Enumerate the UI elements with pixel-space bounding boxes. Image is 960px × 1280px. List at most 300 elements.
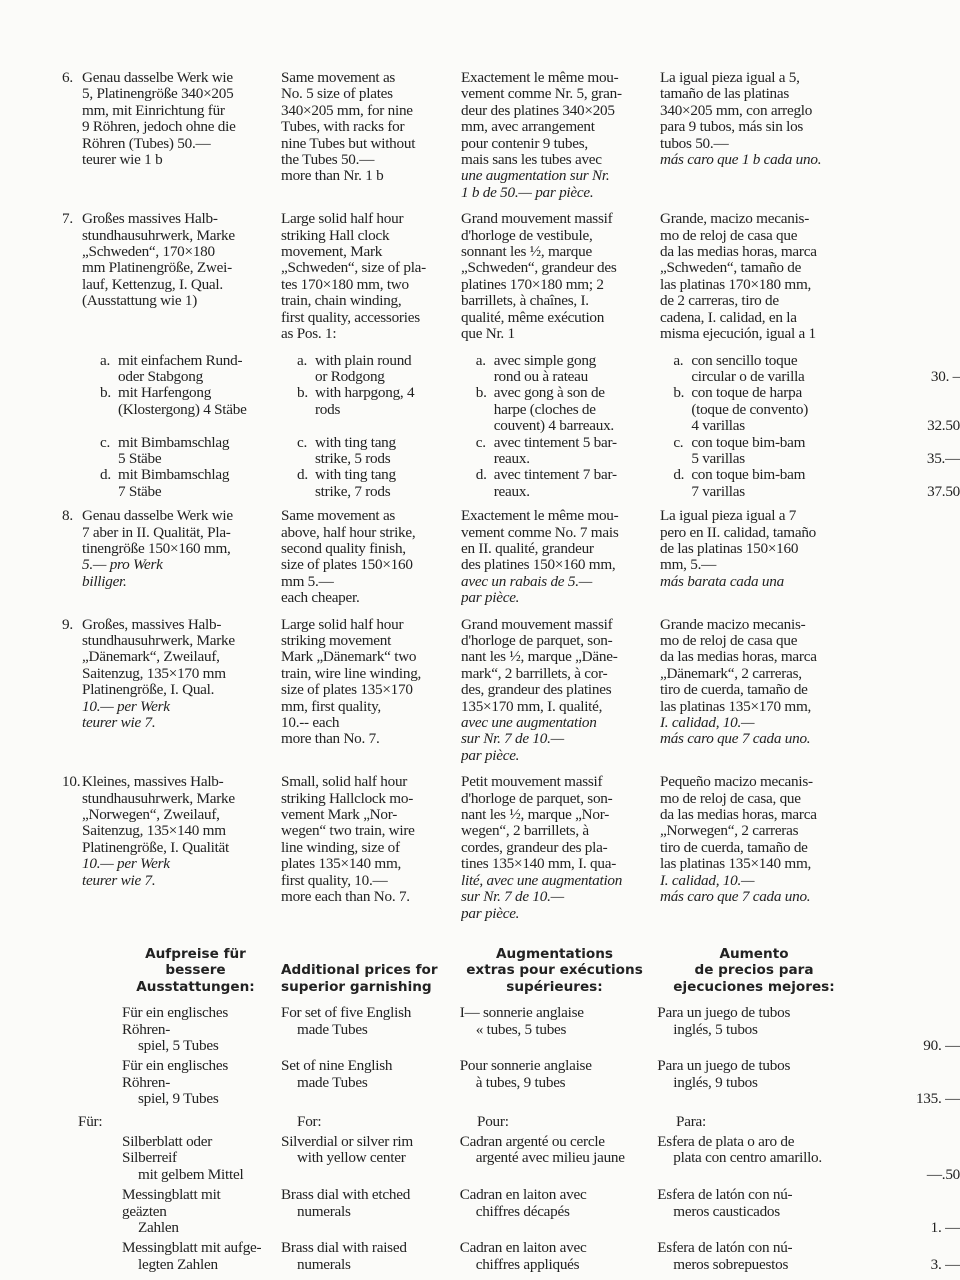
text-line: tines 135×140 mm, I. qua- [461,855,617,873]
french-text [461,508,660,606]
text-line: argenté avec milieu jaune [475,1149,625,1167]
text-line: barrillets, à chaînes, I. [461,292,589,310]
margin [0,70,62,201]
variant-a [0,353,960,386]
de-text [62,1134,281,1183]
text-line: Large solid half hour [281,211,404,228]
text-line: train, chain winding, [281,292,402,310]
text-line-content: „Schweden“, 170×180 [82,243,215,261]
text-line: sur Nr. 7 de 10.— [461,888,564,906]
variant-label: a. [100,352,111,369]
text-line: Same movement as [281,508,396,525]
text-line: par pièce. [461,904,520,922]
fr-text [460,1187,658,1236]
es-text [657,1005,856,1054]
text-line: size of plates 135×170 [281,681,413,699]
text-line [62,293,264,309]
english-text [281,211,461,342]
spanish-text [660,70,860,201]
text-line-content: 5.— pro Werk [82,556,163,574]
spanish-text [660,774,860,922]
heading-line: ejecuciones mejores: [673,978,835,995]
text-line: Brass dial with etched [281,1187,411,1204]
text-line [62,715,264,731]
text-line [62,152,264,168]
text-line: Silverdial or silver rim [281,1133,413,1150]
es-variant-text [657,467,856,500]
text-line [297,467,450,483]
text-line: más caro que 1 b cada uno. [660,151,822,169]
text-line: Exactement le même mou- [461,70,619,86]
text-line-content: 9 Röhren, jedoch ohne die [82,118,236,136]
text-line: Grand mouvement massif [461,211,613,228]
text-line [673,418,846,434]
text-line: mm, first quality, [281,697,381,715]
text-line-content: (Klostergong) 4 Stäbe [118,400,247,418]
text-line: Exactement le même mou- [461,508,619,525]
text-line: line winding, size of [281,838,400,856]
en-text [281,1134,460,1183]
text-line: nant les ½, marque „Däne- [461,648,618,666]
text-line: Pour sonnerie anglaise [459,1058,592,1075]
text-line: las platinas 170×180 mm, [660,275,812,293]
text-line [62,260,264,276]
text-line [297,385,450,401]
text-line-content: stundhausuhrwerk, Marke [82,632,235,649]
english-text [281,508,461,606]
text-line [673,451,846,467]
text-line-content: lauf, Kettenzug, I. Qual. [82,275,223,293]
variant-label: a. [673,352,684,369]
text-line [476,467,648,483]
price-column [856,353,960,386]
fr-variant-text [460,353,658,386]
german-text [62,70,281,201]
text-line: Para un juego de tubos [657,1058,791,1075]
for-label-es: Para: [676,1113,706,1130]
text-line: „Norwegen“, 2 carreras [660,822,799,840]
text-line: Tubes, with racks for [281,118,405,136]
price-column [856,467,960,500]
text-line-content: Saitenzug, 135×170 mm [82,664,226,682]
margin [0,467,62,500]
en-text [281,1187,460,1236]
text-line-content: with harpgong, 4 [315,385,415,402]
spacer [0,500,960,508]
text-line: da las medias horas, marca [660,806,817,824]
english-text [281,70,461,201]
heading-de [62,946,281,995]
text-line [100,402,264,418]
margin [0,508,62,606]
text-line-content: con toque de harpa [691,385,802,402]
text-line [62,508,264,524]
text-line [100,451,264,467]
heading-line: extras pour exécutions [466,962,643,979]
item-number: 7. [62,211,73,228]
text-line: las platinas 135×140 mm, [660,855,812,873]
text-line-content: con toque bim-bam [691,434,806,451]
text-line: Grande, macizo mecanis- [660,211,810,228]
margin [0,1114,62,1130]
text-line: à tubes, 9 tubes [475,1073,566,1091]
text-line: more than No. 7. [281,730,380,748]
item-7 [0,211,960,342]
text-line: Silberblatt oder Silberreif [122,1133,213,1167]
text-line: da las medias horas, marca [660,243,817,261]
heading-line: supérieures: [506,978,603,995]
text-line-content: stundhausuhrwerk, Marke [82,789,235,807]
text-line: vement comme Nr. 5, gran- [461,85,622,103]
heading-line: Aumento [719,945,789,962]
text-line [62,649,264,665]
text-line: Esfera de plata o aro de [657,1133,795,1150]
text-line: más caro que 7 cada uno. [660,730,811,748]
text-line-content: Platinengröße, I. Qual. [82,681,215,699]
text-line: para 9 tubos, más sin los [660,118,804,136]
text-line: Für ein englisches Röhren- [122,1005,229,1038]
en-variant-text [281,353,460,386]
text-line: más barata cada una [660,572,784,590]
fr-variant-text [460,467,658,500]
text-line: with yellow center [297,1149,406,1167]
text-line: Pequeño macizo mecanis- [660,774,813,791]
text-line-content: avec tintement 5 bar- [493,434,617,451]
item-6 [0,70,960,201]
text-line [62,774,264,790]
de-text [62,1240,281,1273]
item-10 [0,774,960,922]
text-line: cordes, grandeur des pla- [461,838,608,856]
text-line: inglés, 5 tubos [673,1020,758,1038]
text-line: qualité, même exécution [461,308,605,326]
text-line: da las medias horas, marca [660,648,817,666]
text-line: „Schweden“, grandeur des [461,259,617,277]
text-line-content: Genau dasselbe Werk wie [82,70,233,86]
text-line [297,435,450,451]
extras-headings [0,946,960,995]
text-line [62,211,264,227]
text-line [62,103,264,119]
text-line-content: tinengröße 150×160 mm, [82,539,231,557]
text-line-content: harpe (cloches de [493,400,596,418]
text-line-content: Saitenzug, 135×140 mm [82,822,226,840]
text-line: made Tubes [297,1020,368,1038]
text-line: numerals [297,1255,351,1273]
text-line: „Dänemark“, 2 carreras, [660,664,802,682]
text-line: nine Tubes but without [281,134,416,152]
text-line-content: reaux. [493,449,530,467]
text-line-content: 5 Stäbe [118,449,162,467]
text-line: que Nr. 1 [461,325,515,343]
en-variant-text [281,435,460,468]
text-line-content: avec simple gong [493,352,597,369]
text-line: des, grandeur des platines [461,681,612,699]
fr-variant-text [460,385,658,434]
text-line-content: or Rodgong [315,367,385,385]
text-line: spiel, 9 Tubes [138,1090,219,1108]
heading-es [660,946,860,995]
text-line: d'horloge de vestibule, [461,226,593,244]
variant-b [0,385,960,434]
text-line [62,666,264,682]
variant-label: c. [475,434,486,451]
fr-text [460,1240,658,1273]
text-line: Esfera de latón con nú- [657,1240,793,1257]
for-label-en: For: [297,1113,322,1130]
text-line-content: Röhren (Tubes) 50.— [82,134,211,152]
de-text [62,1058,281,1107]
text-line [62,244,264,260]
margin [0,774,62,922]
text-line: Small, solid half hour [281,774,408,791]
de-variant-text [62,435,281,468]
text-line: La igual pieza igual a 7 [660,508,797,525]
english-text [281,774,461,922]
text-line [62,525,264,541]
variant-label: c. [297,434,308,451]
text-line [62,574,264,590]
text-line: Brass dial with raised [281,1240,407,1257]
text-line: chiffres appliqués [475,1255,580,1273]
variant-label: b. [475,385,487,402]
text-line [62,873,264,889]
german-text [62,774,281,922]
text-line-content: mm, mit Einrichtung für [82,101,225,119]
text-line [297,369,450,385]
tubes-row [0,1005,960,1054]
text-line: first quality, accessories [281,308,420,326]
price: —.50 [926,1165,960,1183]
text-line: pero en II. calidad, tamaño [660,523,817,541]
en-variant-text [281,467,460,500]
text-line: the Tubes 50.— [281,151,375,169]
item-number: 8. [62,508,73,525]
text-line [62,119,264,135]
text-line: size of plates 150×160 [281,556,413,574]
text-line-content: 10.— per Werk [82,855,170,873]
text-line [62,633,264,649]
text-line: d'horloge de parquet, son- [461,789,613,807]
text-line [673,435,846,451]
text-line-content: teurer wie 7. [82,871,156,889]
fr-text [460,1005,658,1054]
item-9 [0,617,960,765]
text-line-content: 5 varillas [691,449,745,467]
text-line [100,484,264,500]
text-line [100,435,264,451]
text-line: mm, avec arrangement [461,118,595,136]
text-line: pour contenir 9 tubes, [461,134,588,152]
text-line [62,541,264,557]
text-line: tubos 50.— [660,134,729,152]
text-line-content: with plain round [315,352,412,369]
german-text [62,617,281,765]
de-variant-text [62,353,281,386]
text-line: striking movement [281,632,392,649]
text-line-content: reaux. [493,482,530,500]
dials-row [0,1134,960,1183]
price-column [856,1240,960,1273]
text-line [62,791,264,807]
english-text [281,617,461,765]
text-line: 340×205 mm, for nine [281,101,413,119]
text-line-content: 5, Platinengröße 340×205 [82,85,234,103]
text-line-content: 7 aber in II. Qualität, Pla- [82,523,231,541]
es-variant-text [657,353,856,386]
for-label-fr: Pour: [477,1113,509,1130]
text-line [673,467,846,483]
text-line-content: 4 varillas [691,417,745,435]
text-line: Grande macizo mecanis- [660,616,806,633]
text-line-content: mit Harfengong [118,385,212,402]
text-line-content: oder Stabgong [118,367,203,385]
text-line-content: „Dänemark“, Zweilauf, [82,648,220,666]
text-line [673,484,846,500]
text-line-content: Großes massives Halb- [82,211,218,228]
text-line: more each than No. 7. [281,888,410,906]
text-line-content: couvent) 4 barreaux. [493,417,614,435]
heading-line: Aufpreise für [145,945,246,962]
heading-line: Augmentations [496,945,613,962]
item-8 [0,508,960,606]
text-line-content: with ting tang [315,467,396,484]
text-line [62,856,264,872]
text-line-content: avec gong à son de [493,385,605,402]
text-line: mo de reloj de casa, que [660,789,801,807]
text-line: tiro de cuerda, tamaño de [660,681,808,699]
text-line [673,353,846,369]
text-line-content: rond ou à rateau [493,367,588,385]
text-line: Large solid half hour [281,616,404,633]
margin [0,1058,62,1107]
text-line: first quality, 10.— [281,871,388,889]
text-line [62,136,264,152]
text-line: striking Hallclock mo- [281,789,414,807]
text-line: Für ein englisches Röhren- [122,1058,229,1091]
text-line [62,86,264,102]
variant-label: a. [297,352,308,369]
price: 90. — [923,1036,960,1054]
text-line-content: stundhausuhrwerk, Marke [82,226,235,244]
text-line: made Tubes [297,1073,368,1091]
text-line-content: 7 varillas [691,482,745,500]
text-line [62,228,264,244]
variant-c [0,435,960,468]
text-line [476,484,648,500]
text-line: Cadran en laiton avec [459,1187,587,1204]
margin [0,617,62,765]
text-line: 135×170 mm, I. qualité, [461,697,603,715]
text-line [62,557,264,573]
text-line: de las platinas 150×160 [660,539,799,557]
french-text [461,617,660,765]
text-line: Same movement as [281,70,396,86]
text-line: mm, 5.— [660,556,717,574]
en-text [281,1240,460,1273]
text-line-content: 7 Stäbe [118,482,162,500]
variant-label: b. [100,385,111,402]
es-text [657,1240,856,1273]
text-line: Esfera de latón con nú- [657,1187,793,1204]
text-line: cadena, I. calidad, en la [660,308,797,326]
french-text [461,70,660,201]
text-line: une augmentation sur Nr. [461,167,610,185]
fr-text [460,1134,658,1183]
heading-line: superior garnishing [281,978,432,995]
text-line-content: con toque bim-bam [691,467,806,484]
margin [0,353,62,386]
spanish-text [660,211,860,342]
text-line-content: mit Bimbamschlag [118,467,230,484]
text-line [297,484,450,500]
margin [0,1187,62,1236]
text-line-content: circular o de varilla [691,367,805,385]
text-line: Cadran en laiton avec [459,1240,587,1257]
text-line: second quality finish, [281,539,406,557]
text-line-content: con sencillo toque [691,352,798,369]
de-text [62,1005,281,1054]
text-line: wegen“, 2 barrillets, à [461,822,589,840]
text-line: des platines 150×160 mm, [461,556,616,574]
text-line: spiel, 5 Tubes [138,1036,219,1054]
tubes-row [0,1058,960,1107]
text-line: meros sobrepuestos [673,1255,789,1273]
text-line: 10.-- each [281,714,340,732]
de-variant-text [62,467,281,500]
es-variant-text [657,435,856,468]
text-line: I— sonnerie anglaise [459,1005,584,1022]
text-line: plata con centro amarillo. [673,1149,822,1167]
price-column [856,1134,960,1183]
french-text [461,774,660,922]
price: 37.50 [927,482,960,500]
text-line: nant les ½, marque „Nor- [461,806,610,824]
price-column [856,1187,960,1236]
variant-label: d. [297,467,308,484]
price: 1. — [930,1219,960,1236]
text-line: mais sans les tubes avec [461,151,602,169]
text-line: meros causticados [673,1202,780,1220]
text-line: las platinas 135×170 mm, [660,697,812,715]
text-line [476,418,648,434]
text-line-content: billiger. [82,572,127,590]
variant-label: d. [673,467,685,484]
dials-row [0,1240,960,1273]
text-line-content: teurer wie 7. [82,714,156,732]
text-line: numerals [297,1202,351,1220]
price-column [856,1058,960,1107]
text-line: par pièce. [461,746,520,764]
text-line: inglés, 9 tubos [673,1073,758,1091]
heading-line: bessere Ausstattungen: [136,962,255,995]
text-line: „Schweden“, tamaño de [660,259,802,277]
text-line [100,385,264,401]
text-line: vement Mark „Nor- [281,806,398,824]
variant-label: a. [475,352,486,369]
text-line [62,823,264,839]
en-text [281,1005,460,1054]
variant-label: b. [673,385,685,402]
variant-label: d. [100,467,111,484]
heading-line: Additional prices for [281,962,438,979]
text-line: as Pos. 1: [281,325,337,343]
en-variant-text [281,385,460,434]
margin [0,211,62,342]
text-line: train, wire line winding, [281,664,422,682]
price: 32.50 [927,417,960,435]
variant-label: c. [673,434,684,451]
